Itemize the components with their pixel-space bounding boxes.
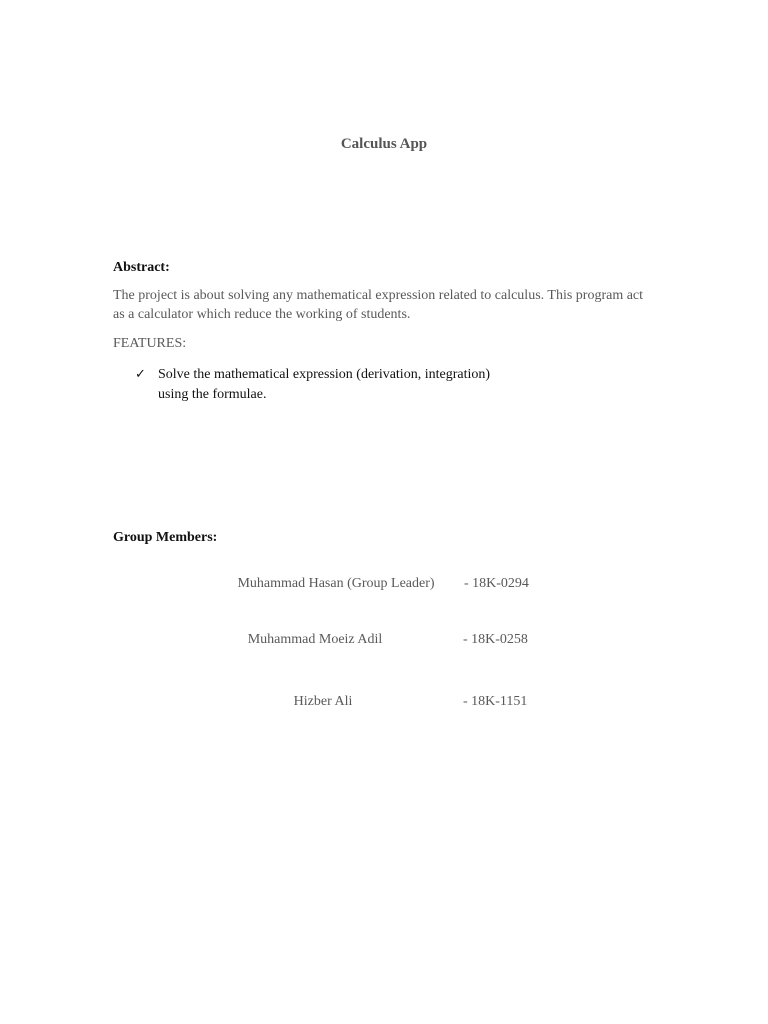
- feature-text: Solve the mathematical expression (derivation, integration) using the formulae.: [158, 367, 491, 402]
- member-id: - 18K-0294: [464, 576, 529, 591]
- abstract-heading: Abstract:: [113, 260, 170, 275]
- feature-list-item: [135, 365, 515, 405]
- check-icon: ✓: [135, 367, 146, 382]
- member-name: Hizber Ali: [293, 694, 353, 709]
- member-id: - 18K-1151: [463, 694, 528, 709]
- member-name: Muhammad Moeiz Adil: [247, 632, 383, 647]
- member-name: Muhammad Hasan (Group Leader): [237, 576, 435, 591]
- abstract-body: The project is about solving any mathematical expression related to calculus. This program act as a calculator which reduce the working of students.: [113, 288, 644, 322]
- features-label: FEATURES:: [113, 336, 187, 351]
- document-title: Calculus App: [340, 136, 428, 152]
- member-id: - 18K-0258: [463, 632, 528, 647]
- group-members-heading: Group Members:: [113, 530, 218, 545]
